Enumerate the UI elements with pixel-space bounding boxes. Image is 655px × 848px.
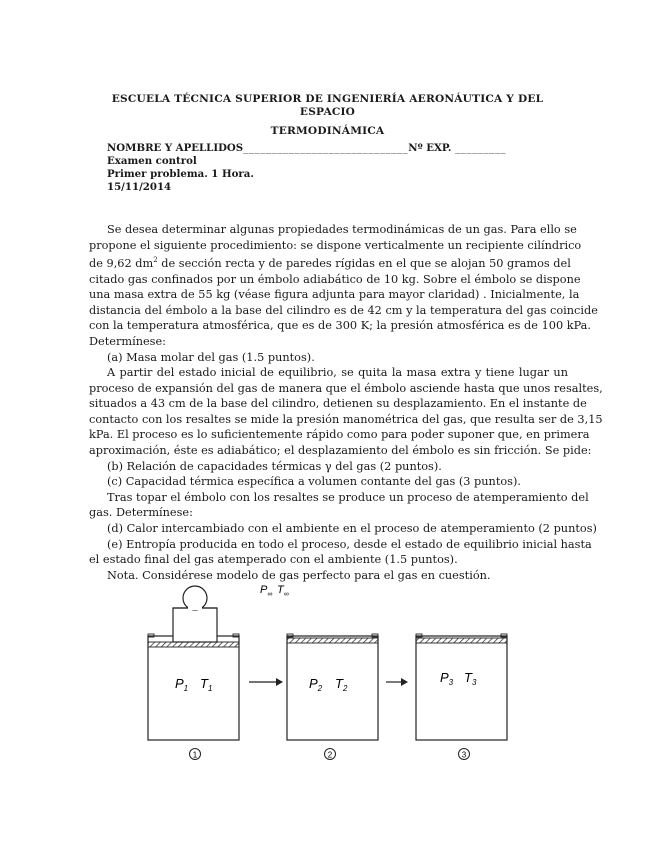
question-e-line1: (e) Entropía producida en todo el proceso, desde el estado de equilibrio inicial hasta [107, 537, 592, 551]
piston [416, 638, 507, 643]
state-2-pressure: $P_2$ [309, 676, 323, 693]
question-c: (c) Capacidad térmica específica a volumen contante del gas (3 puntos). [107, 475, 521, 489]
state-3-cylinder [416, 634, 507, 740]
svg-text:2: 2 [327, 750, 333, 760]
state-1-temperature: $T_1$ [200, 676, 213, 693]
text-line: A partir del estado inicial de equilibrio, se quita la masa extra y tiene lugar un [107, 366, 568, 380]
extra-mass [173, 608, 217, 642]
problem-statement [89, 222, 603, 583]
cylinder-wall [416, 636, 507, 740]
cylinder-wall [287, 636, 378, 740]
text-line: propone el siguiente procedimiento: se dispone verticalmente un recipiente cilíndrico [89, 238, 582, 252]
ambient-pressure: $P_\infty$ [260, 584, 273, 598]
state-number-2 [325, 749, 336, 760]
question-a: (a) Masa molar del gas (1.5 puntos). [107, 350, 315, 364]
problem-info: Primer problema. 1 Hora. [107, 168, 254, 180]
piston-cylinder-figure [0, 570, 655, 770]
paragraph-tempering [89, 490, 589, 521]
state-3-pressure: $P_3$ [440, 670, 454, 687]
state-2-temperature: $T_2$ [335, 676, 348, 693]
question-e-line2: el estado final del gas atemperado con el ambiente (1.5 puntos). [89, 553, 458, 567]
school-title-line2: ESPACIO [299, 106, 356, 118]
text-line: con la temperatura atmosférica, que es de 300 K; la presión atmosférica es de 100 kPa. [89, 319, 591, 333]
ambient-temperature: $T_\infty$ [277, 584, 289, 598]
school-title-line1: ESCUELA TÉCNICA SUPERIOR DE INGENIERÍA AERONÁUTICA Y DEL [111, 93, 544, 105]
text-line: distancia del émbolo a la base del cilindro es de 42 cm y la temperatura del gas coincide [89, 303, 598, 317]
text-line: gas. Determínese: [89, 506, 193, 520]
text-line: aproximación, éste es adiabático; el desplazamiento del émbolo es sin fricción. Se pide: [89, 444, 592, 458]
state-number-3 [459, 749, 470, 760]
state-1-pressure: $P_1$ [175, 676, 189, 693]
name-exp-line [107, 142, 607, 154]
text-line: Se desea determinar algunas propiedades termodinámicas de un gas. Para ello se [107, 223, 577, 236]
name-label: NOMBRE Y APELLIDOS [107, 142, 244, 154]
text-line: kPa. El proceso es lo suficientemente rápido como para poder suponer que, en primera [89, 428, 590, 442]
exp-blank[interactable]: _________ [454, 143, 507, 154]
paragraph-intro [89, 222, 598, 350]
text-line: Tras topar el émbolo con los resaltes se produce un proceso de atemperamiento del [107, 490, 589, 504]
question-b: (b) Relación de capacidades térmicas γ del gas (2 puntos). [107, 459, 442, 473]
subject-title: TERMODINÁMICA [270, 125, 385, 137]
text-line: proceso de expansión del gas de manera que el émbolo asciende hasta que unos resaltes, [89, 381, 603, 395]
paragraph-expansion [89, 365, 603, 459]
cylinder-wall [148, 636, 239, 740]
question-d: (d) Calor intercambiado con el ambiente en el proceso de atemperamiento (2 puntos) [107, 522, 597, 536]
arrow-2-to-3 [386, 678, 408, 686]
state-2-cylinder [287, 634, 378, 740]
exam-type: Examen control [107, 155, 197, 167]
piston [148, 642, 239, 647]
arrow-1-to-2 [249, 678, 283, 686]
piston [287, 638, 378, 643]
name-blank[interactable]: _____________________________ [243, 143, 409, 154]
svg-text:1: 1 [192, 750, 198, 760]
state-3-temperature: $T_3$ [464, 670, 477, 687]
text-line: contacto con los resaltes se mide la presión manométrica del gas, que resulta ser de 3,15 [89, 412, 603, 426]
exam-date: 15/11/2014 [107, 181, 172, 193]
text-line: Determínese: [89, 334, 166, 348]
text-line-area: de 9,62 $dm^2$ de sección recta y de paredes rígidas en el que se alojan 50 gramos del [89, 256, 571, 270]
text-line: una masa extra de 55 kg (véase figura adjunta para mayor claridad) . Inicialmente, la [89, 288, 580, 302]
state-number-1 [190, 749, 201, 760]
note: Nota. Considérese modelo de gas perfecto para el gas en cuestión. [107, 568, 491, 582]
state-1-cylinder [148, 586, 239, 740]
svg-text:3: 3 [461, 750, 467, 760]
text-line: citado gas confinados por un émbolo adiabático de 10 kg. Sobre el émbolo se dispone [89, 272, 581, 286]
exp-label: Nº EXP. [408, 142, 452, 154]
text-line: situados a 43 cm de la base del cilindro, detienen su desplazamiento. En el instante de [89, 397, 587, 411]
